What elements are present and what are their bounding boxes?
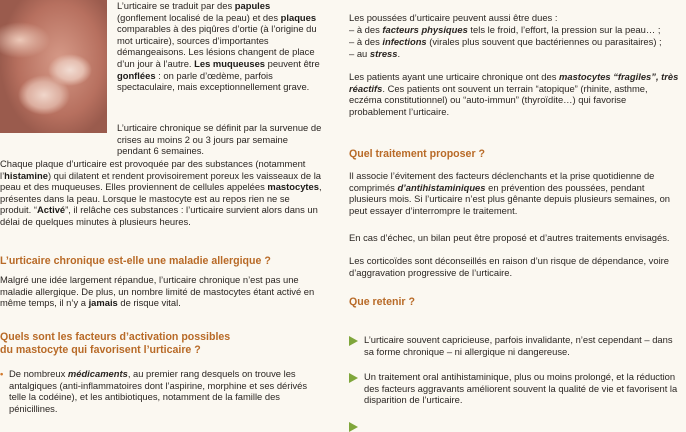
body-text: , au premier rang desquels on trouve les antalgiques (anti-inflammatoires dont l’aspirine, morphine et ses dérivés telle la codéine), et les antibiotiques, notamment de la famille des pénicillines. bbox=[9, 368, 308, 414]
allergic-paragraph bbox=[0, 274, 322, 309]
body-text: Les patients ayant une urticaire chronique ont des bbox=[349, 71, 560, 82]
heading-factors-line-1: Quels sont les facteurs d’activation possibles bbox=[0, 331, 231, 343]
cortico-paragraph: Les corticoïdes sont déconseillés en raison d’un risque de dépendance, voire d’aggravation progressive de l’urticaire. bbox=[349, 255, 669, 278]
arrow-bullet-icon bbox=[349, 336, 358, 346]
body-text: Il associe l’évitement des facteurs déclenchants et la prise quotidienne de comprimés bbox=[349, 170, 655, 193]
body-text: – au bbox=[349, 48, 370, 59]
body-text: Chaque plaque d’urticaire est provoquée par des substances (notamment l’ bbox=[0, 158, 306, 181]
intro-paragraph bbox=[117, 0, 322, 93]
term-muqueuses: Les muqueuses bbox=[194, 57, 265, 69]
urticaria-photo bbox=[0, 0, 107, 133]
body-text: – à des bbox=[349, 36, 383, 47]
trigger-infections bbox=[349, 36, 679, 48]
drugs-text bbox=[9, 368, 322, 414]
term-papules: papules bbox=[234, 0, 271, 11]
body-text: de risque vital. bbox=[117, 297, 181, 309]
intro-text: peuvent être bbox=[265, 57, 320, 69]
body-text: De nombreux bbox=[9, 368, 68, 379]
term-gonflees: gonflées bbox=[117, 69, 156, 81]
term-stress: stress bbox=[369, 48, 398, 59]
heading-factors bbox=[0, 331, 322, 356]
chronic-definition: L’urticaire chronique se définit par la survenue de crises au moins 2 ou 3 jours par semaine pendant 6 semaines. bbox=[117, 122, 322, 157]
term-facteurs-physiques: facteurs physiques bbox=[382, 24, 468, 35]
term-active: Activé bbox=[37, 204, 66, 216]
term-mastocytes: mastocytes bbox=[267, 181, 319, 193]
arrow-bullet-icon bbox=[349, 422, 358, 432]
failure-paragraph: En cas d’échec, un bilan peut être proposé et d’autres traitements envisagés. bbox=[349, 232, 670, 243]
fragile-paragraph bbox=[349, 71, 679, 117]
trigger-physical bbox=[349, 24, 679, 36]
term-mastocytes-fragiles: mastocytes “fragiles”, très réactifs bbox=[349, 71, 679, 94]
term-infections: infections bbox=[382, 36, 427, 47]
body-text: tels le froid, l’effort, la pression sur la peau… ; bbox=[467, 24, 661, 35]
retain-text-2: Un traitement oral antihistaminique, plus ou moins prolongé, et la réduction des facteurs aggravants améliorent souvent la qualité de vie et favorisent la disparition de l’urticaire. bbox=[364, 371, 678, 406]
term-jamais: jamais bbox=[88, 297, 118, 309]
triggers-intro: Les poussées d’urticaire peuvent aussi être dues : bbox=[349, 12, 558, 23]
intro-text: comparables à des piqûres d’ortie (à l’origine du mot urticaire), sources d’importantes démangeaisons. Les lésions changent de place d’un jour à l’autre. bbox=[117, 23, 317, 69]
bullet-dot-icon: • bbox=[0, 368, 4, 379]
intro-text: L’urticaire se traduit par des bbox=[117, 0, 235, 11]
term-histamine: histamine bbox=[4, 169, 48, 181]
list-item-retain-1 bbox=[349, 334, 679, 357]
trigger-stress bbox=[349, 48, 679, 60]
intro-text: (gonflement localisé de la peau) et des bbox=[117, 11, 281, 23]
term-antihistaminiques: d’antihistaminiques bbox=[397, 181, 486, 193]
body-text: , présentes dans la peau. Lorsque le mastocyte est au repos rien ne se produit. “ bbox=[0, 181, 322, 216]
body-text: . bbox=[397, 48, 401, 59]
retain-text-1: L’urticaire souvent capricieuse, parfois invalidante, n’est cependant – dans sa forme chronique – ni allergique ni dangereuse. bbox=[364, 334, 673, 357]
intro-text: : on parle d’œdème, parfois spectaculaire, mais exceptionnellement grave. bbox=[117, 69, 310, 93]
heading-retain: Que retenir ? bbox=[349, 296, 415, 308]
term-medicaments: médicaments bbox=[67, 368, 128, 379]
list-item-retain-2 bbox=[349, 371, 679, 406]
arrow-bullet-icon bbox=[349, 373, 358, 383]
body-text: – à des bbox=[349, 24, 383, 35]
body-text: ”, il relâche ces substances : l’urticaire survient alors dans un délai de quelques minutes à plusieurs heures. bbox=[0, 204, 318, 227]
heading-allergic: L’urticaire chronique est-elle une maladie allergique ? bbox=[0, 255, 271, 267]
body-text: en prévention des poussées, pendant plusieurs mois. Si l’urticaire n’est plus gênante depuis plusieurs semaines, on peut essayer d’interrompre le traitement. bbox=[349, 181, 670, 216]
histamine-paragraph bbox=[0, 158, 322, 228]
term-plaques: plaques bbox=[280, 11, 317, 23]
heading-factors-line-2: du mastocyte qui favorisent l’urticaire ? bbox=[0, 343, 201, 356]
body-text: ) qui dilatent et rendent provisoirement poreux les vaisseaux de la peau et des muqueuses. Elles proviennent de cellules appelées bbox=[0, 169, 322, 193]
body-text: . Ces patients ont souvent un terrain “atopique” (rhinite, asthme, eczéma constitutionnel) ou “auto-immun” (thyroïdite…) qui favorise probablement l’urticaire. bbox=[349, 82, 648, 117]
list-item-retain-3 bbox=[349, 420, 679, 432]
treatment-paragraph bbox=[349, 170, 679, 216]
heading-treatment: Quel traitement proposer ? bbox=[349, 148, 485, 160]
body-text: (virales plus souvent que bactériennes ou parasitaires) ; bbox=[426, 36, 662, 47]
list-item-drugs bbox=[0, 368, 322, 414]
body-text: Malgré une idée largement répandue, l’urticaire chronique n’est pas une maladie allergique. De plus, un nombre limité de mastocytes étant activé en même temps, il n’y a bbox=[0, 274, 315, 309]
